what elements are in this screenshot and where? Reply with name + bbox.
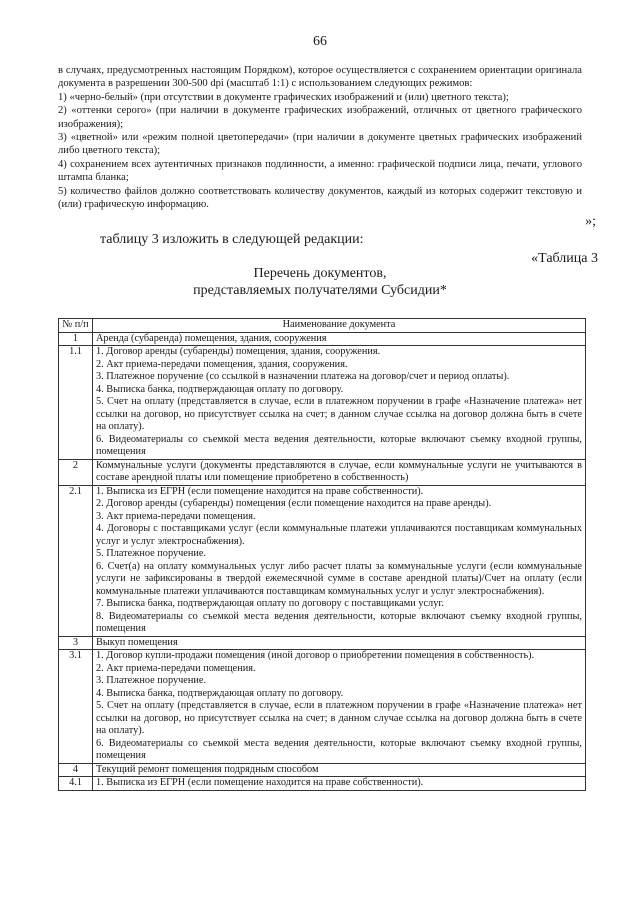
document-line: Аренда (субаренда) помещения, здания, сооружения bbox=[96, 332, 327, 344]
row-number: 1.1 bbox=[59, 346, 93, 460]
row-document-cell bbox=[93, 650, 586, 764]
document-line: 1. Договор аренды (субаренды) помещения, здания, сооружения. bbox=[96, 346, 381, 357]
table-row bbox=[59, 650, 586, 764]
intro-paragraph: 4) сохранением всех аутентичных признаков подлинности, а именно: графической подписи лица, печати, углового штампа бланка; bbox=[58, 158, 582, 184]
row-document-cell bbox=[93, 459, 586, 485]
header-document-name: Наименование документа bbox=[93, 319, 586, 333]
table-row bbox=[59, 346, 586, 460]
intro-paragraph: 1) «черно-белый» (при отсутствии в документе графических изображений и (или) цветного текста); bbox=[58, 91, 509, 103]
document-line: 3. Платежное поручение. bbox=[96, 675, 207, 686]
row-number: 1 bbox=[59, 332, 93, 346]
table-row bbox=[59, 777, 586, 791]
document-line: 1. Выписка из ЕГРН (если помещение находится на праве собственности). bbox=[96, 777, 424, 788]
document-line: 5. Платежное поручение. bbox=[96, 548, 207, 559]
intro-paragraph: 2) «оттенки серого» (при наличии в документе графических изображений, отличных от цветного графического изображения); bbox=[58, 105, 582, 130]
row-number: 3.1 bbox=[59, 650, 93, 764]
table-row bbox=[59, 763, 586, 777]
row-number: 4.1 bbox=[59, 777, 93, 791]
document-line: 5. Счет на оплату (представляется в случае, если в платежном поручении в графе «Назначение платежа» нет ссылки на договор, но присутствует ссылка на счет; в данном случае ссылка на договор должна быть в счете на оплату). bbox=[96, 396, 582, 432]
table-row bbox=[59, 636, 586, 650]
row-number: 4 bbox=[59, 763, 93, 777]
document-line: 8. Видеоматериалы со съемкой места ведения деятельности, которые включают съемку входной группы, помещения bbox=[96, 610, 582, 634]
document-line: 6. Счет(а) на оплату коммунальных услуг либо расчет платы за коммунальные услуги (если коммунальные услуги не зафиксированы в твердой ежемесячной сумме в составе арендной платы)/Счет на оплату (если коммунальные платежи уплачиваются поставщикам коммунальных услуг и услуг электроснабжения). bbox=[96, 560, 582, 597]
table-header-row bbox=[59, 319, 586, 333]
intro-paragraph: 5) количество файлов должно соответствовать количеству документов, каждый из которых содержит текстовую и (или) графическую информацию. bbox=[58, 185, 582, 211]
table-body bbox=[59, 332, 586, 790]
page-number: 66 bbox=[313, 34, 327, 49]
document-line: 2. Акт приема-передачи помещения. bbox=[96, 662, 256, 674]
title-line-1: Перечень документов, bbox=[253, 266, 387, 281]
row-document-cell bbox=[93, 763, 586, 777]
document-line: 2. Договор аренды (субаренды) помещения (если помещение находится на праве аренды). bbox=[96, 498, 492, 509]
row-document-cell bbox=[93, 777, 586, 791]
document-line: Выкуп помещения bbox=[96, 636, 178, 648]
table-row bbox=[59, 459, 586, 485]
table-row bbox=[59, 332, 586, 346]
row-document-cell bbox=[93, 332, 586, 346]
header-number: № п/п bbox=[59, 319, 93, 333]
closing-quote: »; bbox=[585, 214, 596, 229]
documents-table bbox=[58, 318, 586, 791]
document-line: 4. Договоры с поставщиками услуг (если коммунальные платежи уплачиваются поставщикам коммунальных услуг и услуг электроснабжения). bbox=[96, 523, 582, 547]
title-line-2: представляемых получателями Субсидии* bbox=[193, 283, 447, 298]
row-number: 3 bbox=[59, 636, 93, 650]
amendment-instruction: таблицу 3 изложить в следующей редакции: bbox=[100, 232, 364, 247]
intro-paragraph: 3) «цветной» или «режим полной цветопередачи» (при наличии в документе цветных графических изображений либо цветного текста); bbox=[58, 132, 582, 157]
document-line: 4. Выписка банка, подтверждающая оплату по договору. bbox=[96, 383, 344, 395]
intro-paragraph: в случаях, предусмотренных настоящим Порядком), которое осуществляется с сохранением ориентации оригинала документа в разрешении 300-500 dpi (масштаб 1:1) с использованием следующих режимов: bbox=[58, 65, 582, 90]
intro-text bbox=[58, 64, 582, 211]
document-line: 6. Видеоматериалы со съемкой места ведения деятельности, которые включают съемку входной группы, помещения bbox=[96, 737, 582, 761]
document-line: 1. Выписка из ЕГРН (если помещение находится на праве собственности). bbox=[96, 485, 424, 497]
row-number: 2.1 bbox=[59, 485, 93, 636]
document-line: 2. Акт приема-передачи помещения, здания, сооружения. bbox=[96, 358, 348, 370]
document-line: 3. Платежное поручение (со ссылкой в назначении платежа на договор/счет и период оплаты). bbox=[96, 371, 510, 382]
document-title bbox=[0, 265, 640, 299]
document-line: 6. Видеоматериалы со съемкой места ведения деятельности, которые включают съемку входной группы, помещения bbox=[96, 433, 582, 457]
row-document-cell bbox=[93, 485, 586, 636]
document-line: 5. Счет на оплату (представляется в случае, если в платежном поручении в графе «Назначение платежа» нет ссылки на договор, но присутствует ссылка на счет; в данном случае ссылка на договор должна быть в счете на оплату). bbox=[96, 700, 582, 736]
row-document-cell bbox=[93, 636, 586, 650]
document-line: Коммунальные услуги (документы представляются в случае, если коммунальные услуги не учитываются в составе арендной платы или помещение приобретено в собственность) bbox=[96, 459, 582, 483]
document-line: 4. Выписка банка, подтверждающая оплату по договору. bbox=[96, 687, 344, 699]
document-line: 3. Акт приема-передачи помещения. bbox=[96, 510, 256, 522]
table-row bbox=[59, 485, 586, 636]
table-label: «Таблица 3 bbox=[531, 251, 598, 266]
document-line: 1. Договор купли-продажи помещения (иной договор о приобретении помещения в собственность). bbox=[96, 650, 535, 661]
document-line: 7. Выписка банка, подтверждающая оплату по договору с поставщиками услуг. bbox=[96, 598, 444, 609]
row-number: 2 bbox=[59, 459, 93, 485]
document-line: Текущий ремонт помещения подрядным способом bbox=[96, 763, 319, 775]
row-document-cell bbox=[93, 346, 586, 460]
